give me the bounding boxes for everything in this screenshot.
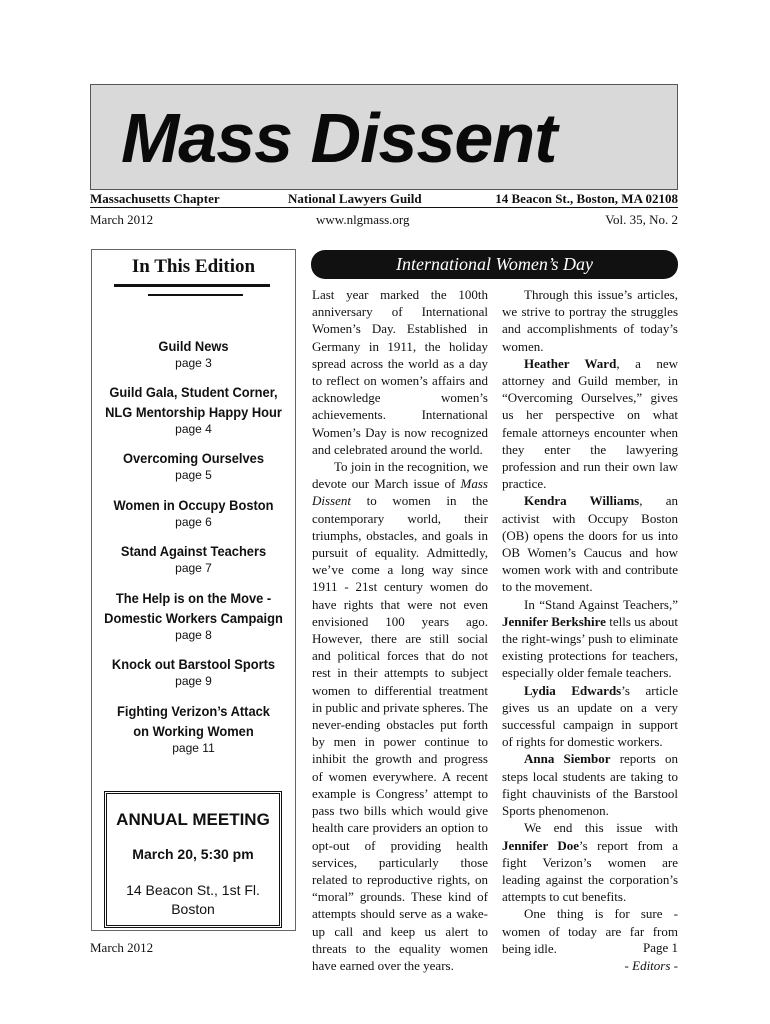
author-name: Jennifer Berkshire: [502, 613, 606, 629]
toc-entry[interactable]: [92, 701, 295, 755]
article-column-1: [312, 286, 488, 974]
issue-date: March 2012: [90, 212, 154, 227]
masthead-meta-row: [90, 212, 678, 230]
annual-meeting-box: [104, 791, 282, 928]
author-name: Anna Siembor: [524, 751, 611, 767]
annual-meeting-title: ANNUAL MEETING: [116, 810, 270, 829]
toc-entry[interactable]: [92, 541, 295, 575]
page-number: Page 1: [642, 940, 678, 955]
toc-entry-page: page 6: [175, 515, 212, 529]
paragraph: Anna Siembor reports on steps local students are taking to fight chauvinists of the Barstool Sports phenomenon.: [502, 751, 678, 819]
masthead-info-row: [90, 191, 678, 208]
toc-divider-short: [148, 294, 243, 296]
toc-divider: [114, 284, 270, 287]
toc-title: In This Edition: [131, 256, 256, 277]
toc-entry[interactable]: [92, 495, 295, 529]
table-of-contents: [91, 249, 296, 931]
toc-entry[interactable]: [92, 654, 295, 688]
paragraph: One thing is for sure - women of today are far from being idle.: [502, 906, 678, 956]
author-name: Heather Ward: [524, 355, 617, 371]
paragraph: Through this issue’s articles, we strive to portray the struggles and accomplishments of today’s women.: [502, 287, 678, 354]
masthead: [90, 84, 678, 190]
footer-date: March 2012: [90, 940, 154, 955]
toc-entry-heading: Women in Occupy Boston: [113, 497, 274, 513]
newsletter-title: Mass Dissent: [121, 99, 557, 177]
organization-name: National Lawyers Guild: [288, 191, 422, 206]
toc-entry[interactable]: [92, 382, 295, 436]
volume-number: Vol. 35, No. 2: [605, 212, 678, 227]
toc-entry-page: page 9: [175, 674, 212, 688]
paragraph: Kendra Williams, an activist with Occupy Boston (OB) opens the doors for us into OB Women’s Caucus and how women work with and contribute to the movement.: [502, 493, 678, 595]
toc-entry-heading: Knock out Barstool Sports: [111, 656, 276, 672]
signature: - Editors -: [624, 957, 678, 973]
annual-meeting-location: 14 Beacon St., 1st Fl. Boston: [126, 882, 260, 917]
publication-title: Mass Dissent: [312, 476, 488, 509]
toc-entry-page: page 3: [175, 356, 212, 370]
article-banner: International Women’s Day: [311, 250, 678, 279]
paragraph: Heather Ward, a new attorney and Guild member, in “Overcoming Ourselves,” gives us her perspective on what female attorneys encounter when they enter the lawyering profession and run their own law practice.: [502, 355, 679, 492]
paragraph: To join in the recognition, we devote our March issue of Mass Dissent to women in the contemporary world, their triumphs, obstacles, and goals in pursuit of equality. Admittedly, we’ve come a long way since 1911 - 21st century women do have rights that were not even envisioned 100 years ago. However, there are still social and political forces that do not rest in their attempts to subject women to differential treatment in public and private spheres. The never-ending obstacles put forth by men in power continue to inhibit the growth and progress of women everywhere. A recent example is Congress’ attempt to pass two bills which would give health care providers an option to opt-out of providing health services, particularly those related to reproductive rights, on “moral” grounds. These kind of attempts should serve as a wake-up call and keep us alert to threats to the equality women have earned over the years.: [312, 459, 488, 973]
toc-entry-heading: Fighting Verizon’s Attack on Working Women: [117, 703, 270, 739]
toc-entry-page: page 8: [175, 628, 212, 642]
paragraph: Last year marked the 100th anniversary of International Women’s Day. Established in Germany in 1911, the holiday spread across the world as a day to reflect on women’s affairs and acknowledge women’s achievements. International Women’s Day is now recognized and celebrated around the world.: [312, 287, 488, 457]
paragraph: Lydia Edwards’s article gives us an update on a very successful campaign in support of rights for domestic workers.: [502, 682, 678, 750]
toc-entry[interactable]: [92, 448, 295, 482]
toc-entry-page: page 11: [172, 741, 215, 755]
toc-entry-page: page 7: [175, 561, 212, 575]
paragraph: In “Stand Against Teachers,” Jennifer Berkshire tells us about the right-wings’ push to eliminate existing protections for teachers, especially older female teachers.: [502, 596, 679, 681]
chapter-name: Massachusetts Chapter: [90, 191, 220, 206]
address: 14 Beacon St., Boston, MA 02108: [495, 191, 678, 206]
author-name: Kendra Williams: [524, 493, 640, 509]
toc-entry-heading: Overcoming Ourselves: [122, 450, 265, 466]
toc-entry-heading: Stand Against Teachers: [120, 543, 267, 559]
toc-entry[interactable]: [92, 588, 295, 642]
author-name: Lydia Edwards: [524, 682, 622, 698]
toc-entry-heading: Guild News: [158, 338, 229, 354]
author-name: Jennifer Doe: [502, 837, 580, 853]
toc-entry-page: page 4: [175, 422, 212, 436]
paragraph: We end this issue with Jennifer Doe’s report from a fight Verizon’s women are leading against the corporation’s attempts to cut benefits.: [502, 820, 678, 905]
toc-entry[interactable]: [92, 336, 295, 370]
toc-entry-heading: The Help is on the Move - Domestic Workers Campaign: [104, 590, 283, 626]
article-column-2: [502, 286, 678, 974]
toc-entry-page: page 5: [175, 468, 212, 482]
website-link[interactable]: www.nlgmass.org: [316, 212, 410, 227]
annual-meeting-time: March 20, 5:30 pm: [132, 846, 254, 862]
toc-entry-heading: Guild Gala, Student Corner, NLG Mentorship Happy Hour: [105, 384, 282, 420]
